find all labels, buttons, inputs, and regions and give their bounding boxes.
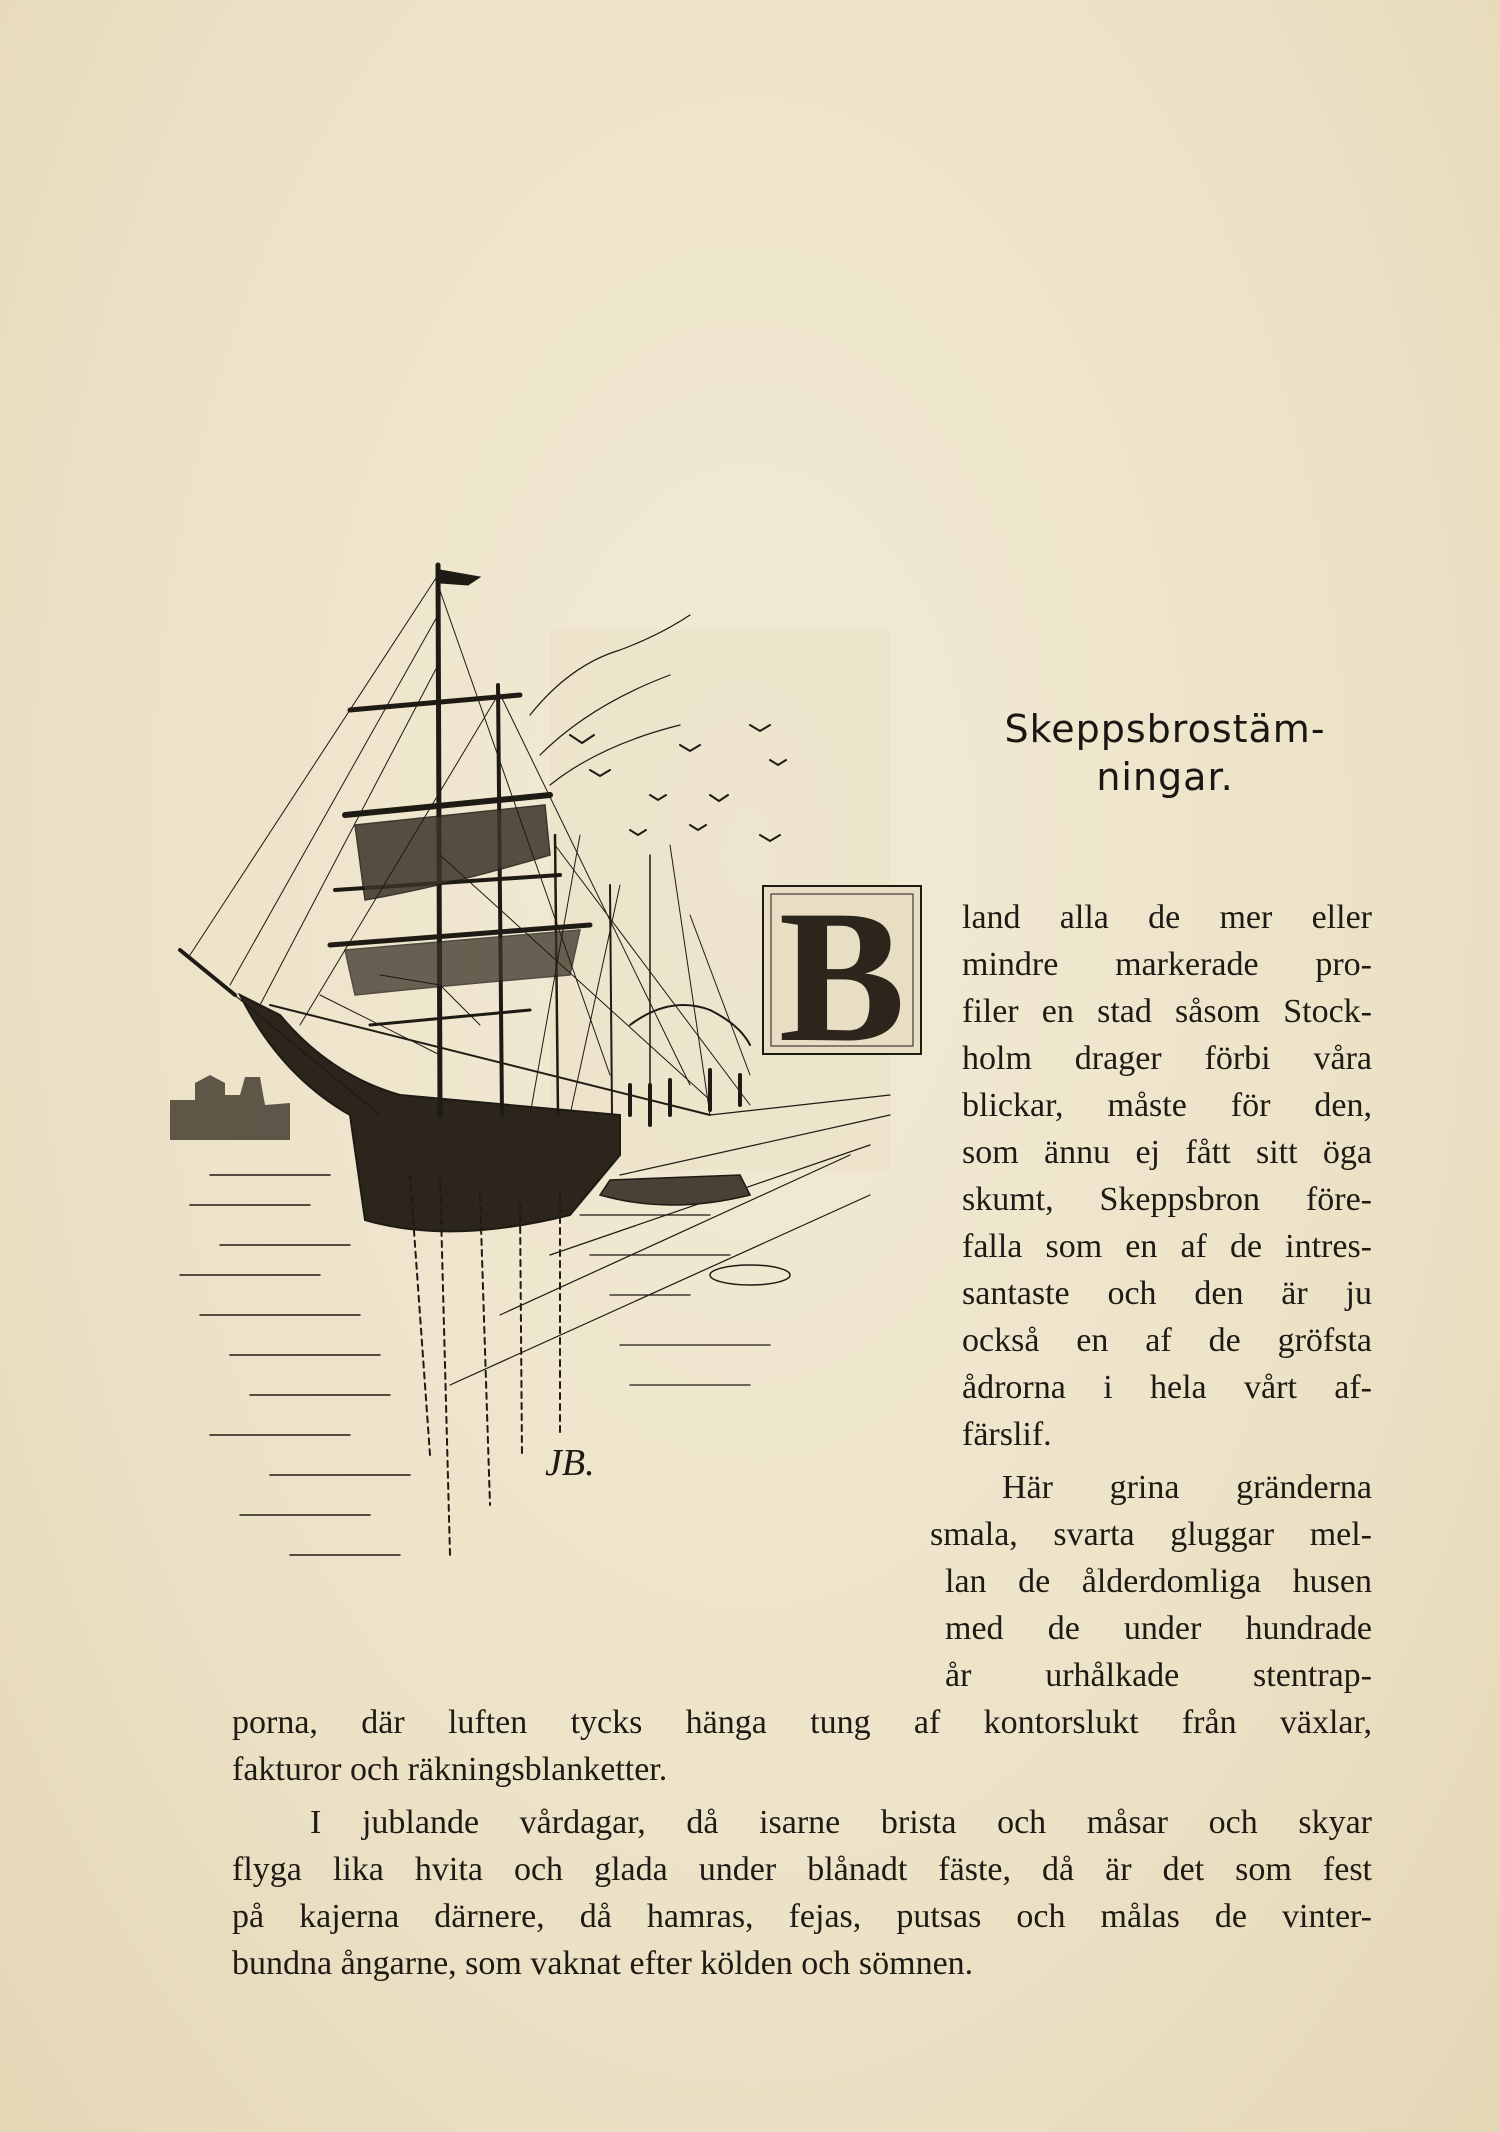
text-line: lan de ålderdomliga husen bbox=[945, 1563, 1372, 1600]
text-line: färslif. bbox=[962, 1416, 1052, 1453]
text-line: med de under hundrade bbox=[945, 1610, 1372, 1647]
text-line: land alla de mer eller bbox=[962, 899, 1372, 936]
text-line: också en af de gröfsta bbox=[962, 1322, 1372, 1359]
text-line: falla som en af de intres- bbox=[962, 1228, 1372, 1265]
text-line: porna, där luften tycks hänga tung af kontorslukt från växlar, bbox=[232, 1704, 1372, 1741]
text-line: ådrorna i hela vårt af- bbox=[962, 1369, 1372, 1406]
text-line: fakturor och räkningsblanketter. bbox=[232, 1751, 668, 1788]
text-line: bundna ångarne, som vaknat efter kölden och sömnen. bbox=[232, 1945, 974, 1982]
text-line: som ännu ej fått sitt öga bbox=[962, 1134, 1372, 1171]
chapter-title-line-2: ningar. bbox=[1096, 755, 1234, 799]
text-line: smala, svarta gluggar mel- bbox=[930, 1516, 1372, 1553]
chapter-title-line-1: Skeppsbrostäm- bbox=[1004, 707, 1326, 751]
text-line: holm drager förbi våra bbox=[962, 1040, 1372, 1077]
drop-cap-letter: B bbox=[778, 880, 906, 1060]
text-line: Här grina gränderna bbox=[1002, 1469, 1372, 1506]
text-line: I jublande vårdagar, då isarne brista och måsar och skyar bbox=[310, 1804, 1372, 1841]
text-line: på kajerna därnere, då hamras, fejas, putsas och målas de vinter- bbox=[232, 1898, 1372, 1935]
text-line: santaste och den är ju bbox=[962, 1275, 1372, 1312]
text-line: mindre markerade pro- bbox=[962, 946, 1372, 983]
text-line: blickar, måste för den, bbox=[962, 1087, 1372, 1124]
artist-monogram: JB. bbox=[545, 1442, 595, 1484]
text-line: skumt, Skeppsbron före- bbox=[962, 1181, 1372, 1218]
text-line: år urhålkade stentrap- bbox=[945, 1657, 1372, 1694]
text-line: filer en stad såsom Stock- bbox=[962, 993, 1372, 1030]
text-line: flyga lika hvita och glada under blånadt fäste, då är det som fest bbox=[232, 1851, 1372, 1888]
chapter-title bbox=[975, 705, 1355, 801]
drop-cap bbox=[757, 880, 927, 1060]
ship-harbor-illustration bbox=[150, 555, 930, 1675]
